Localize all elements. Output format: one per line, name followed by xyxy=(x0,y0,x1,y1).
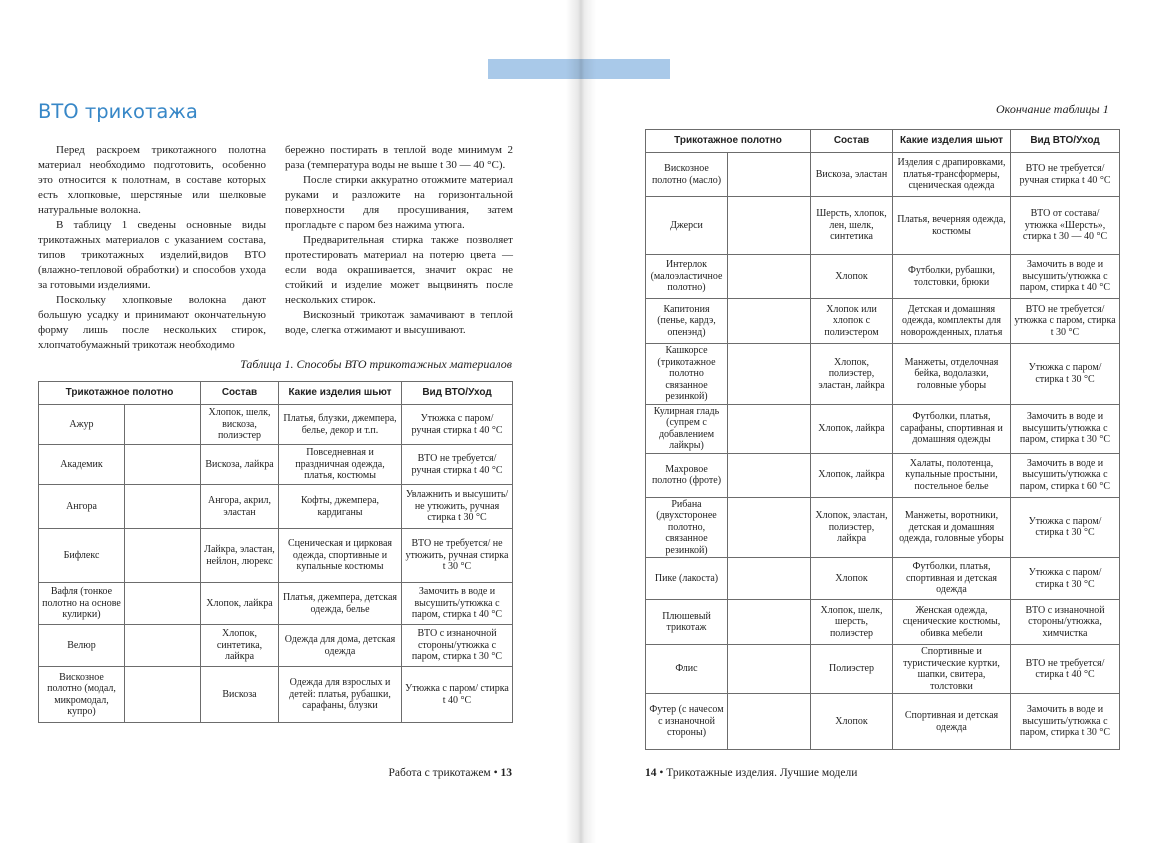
footer-separator: • xyxy=(656,767,667,779)
fabric-composition: Хлопок, шелк, шерсть, полиэстер xyxy=(811,600,893,645)
table-caption: Таблица 1. Способы ВТО трикотажных материалов xyxy=(240,357,512,371)
table-row xyxy=(646,344,1120,405)
fabric-name: Плюшевый трикотаж xyxy=(646,600,728,645)
fabric-products: Одежда для взрослых и детей: платья, рубашки, сарафаны, блузки xyxy=(279,667,402,723)
page-footer xyxy=(389,767,512,779)
fabric-care: ВТО не требуется/ стирка t 40 °С xyxy=(1011,645,1120,694)
fabric-swatch xyxy=(125,405,201,445)
text-column-1 xyxy=(38,143,266,353)
fabric-care: Замочить в воде и высушить/утюжка с паром, стирка t 60 °С xyxy=(1011,453,1120,497)
fabric-care: Замочить в воде и высушить/утюжка с паром, стирка t 40 °С xyxy=(1011,255,1120,299)
fabric-care: Увлажнить и высушить/не утюжить, ручная стирка t 30 °С xyxy=(402,485,513,529)
fabric-products: Женская одежда, сценические костюмы, обивка мебели xyxy=(893,600,1011,645)
table-row xyxy=(39,405,513,445)
fabric-name: Велюр xyxy=(39,625,125,667)
fabric-name: Ангора xyxy=(39,485,125,529)
fabric-composition: Хлопок, полиэстер, эластан, лайкра xyxy=(811,344,893,405)
fabric-products: Платья, блузки, джемпера, белье, декор и т.п. xyxy=(279,405,402,445)
fabric-swatch xyxy=(728,453,811,497)
fabric-swatch xyxy=(728,694,811,750)
fabric-products: Одежда для дома, детская одежда xyxy=(279,625,402,667)
fabric-products: Спортивная и детская одежда xyxy=(893,694,1011,750)
header-care: Вид ВТО/Уход xyxy=(402,382,513,405)
fabric-name: Пике (лакоста) xyxy=(646,558,728,600)
fabric-swatch xyxy=(125,625,201,667)
paragraph: Перед раскроем трикотажного полотна материал необходимо подготовить, особенно это относится к полотнам, в составе которых есть хлопковые, шерстяные или шелковые натуральные волокна. xyxy=(38,144,266,216)
left-page xyxy=(0,0,578,843)
fabric-products: Сценическая и цирковая одежда, спортивные и купальные костюмы xyxy=(279,529,402,583)
fabric-care: ВТО от состава/ утюжка «Шерсть», стирка t 30 — 40 °С xyxy=(1011,197,1120,255)
table-row xyxy=(39,667,513,723)
table-header-row xyxy=(39,382,513,405)
fabric-composition: Шерсть, хлопок, лен, шелк, синтетика xyxy=(811,197,893,255)
running-title: Работа с трикотажем xyxy=(388,767,491,779)
fabric-care: ВТО с изнаночной стороны/утюжка с паром, стирка t 30 °С xyxy=(402,625,513,667)
fabric-swatch xyxy=(728,558,811,600)
fabric-composition: Хлопок или хлопок с полиэстером xyxy=(811,299,893,344)
fabric-products: Манжеты, воротники, детская и домашняя одежда, головные уборы xyxy=(893,497,1011,558)
fabric-composition: Хлопок, синтетика, лайкра xyxy=(201,625,279,667)
fabric-products: Детская и домашняя одежда, комплекты для новорожденных, платья xyxy=(893,299,1011,344)
fabric-name: Рибана (двухсторонее полотно, связанное резинкой) xyxy=(646,497,728,558)
fabric-care: Утюжка с паром/ стирка t 30 °С xyxy=(1011,497,1120,558)
fabric-products: Манжеты, отделочная бейка, водолазки, головные уборы xyxy=(893,344,1011,405)
table-row xyxy=(646,255,1120,299)
fabric-care: Утюжка с паром/ стирка t 30 °С xyxy=(1011,344,1120,405)
table-row xyxy=(646,600,1120,645)
fabric-care: ВТО не требуется/ ручная стирка t 40 °С xyxy=(1011,153,1120,197)
fabric-name: Бифлекс xyxy=(39,529,125,583)
table-row xyxy=(39,625,513,667)
header-fabric: Трикотажное полотно xyxy=(646,130,811,153)
fabric-composition: Хлопок xyxy=(811,255,893,299)
fabric-products: Футболки, платья, сарафаны, спортивная и домашняя одежды xyxy=(893,404,1011,453)
header-care: Вид ВТО/Уход xyxy=(1011,130,1120,153)
fabric-care: Замочить в воде и высушить/утюжка с паром, стирка t 40 °С xyxy=(402,583,513,625)
fabric-composition: Вискоза xyxy=(201,667,279,723)
paragraph: Вискозный трикотаж замачивают в теплой воде, слегка отжимают и высушивают. xyxy=(285,309,513,336)
table-row xyxy=(646,299,1120,344)
running-title: Трикотажные изделия. Лучшие модели xyxy=(666,767,858,779)
fabric-care: ВТО не требуется/ утюжка с паром, стирка t 30 °С xyxy=(1011,299,1120,344)
fabric-composition: Хлопок xyxy=(811,558,893,600)
paragraph: бережно постирать в теплой воде минимум 2 раза (температура воды не выше t 30 — 40 °С). xyxy=(285,144,513,171)
page-number: 14 xyxy=(645,767,657,779)
fabric-name: Флис xyxy=(646,645,728,694)
fabric-name: Интерлок (малоэластичное полотно) xyxy=(646,255,728,299)
fabric-care: Утюжка с паром/ стирка t 30 °С xyxy=(1011,558,1120,600)
fabric-swatch xyxy=(125,485,201,529)
text-column-2 xyxy=(285,143,513,338)
fabric-care: Утюжка с паром/ стирка t 40 °С xyxy=(402,667,513,723)
vto-table-right xyxy=(645,129,1120,750)
fabric-name: Джерси xyxy=(646,197,728,255)
fabric-name: Кулирная гладь (супрем с добавлением лайкры) xyxy=(646,404,728,453)
header-composition: Состав xyxy=(201,382,279,405)
fabric-swatch xyxy=(728,197,811,255)
header-products: Какие изделия шьют xyxy=(279,382,402,405)
fabric-name: Футер (с начесом с изнаночной стороны) xyxy=(646,694,728,750)
paragraph: Поскольку хлопковые волокна дают большую усадку и принимают окончательную форму лишь после нескольких стирок, хлопчатобумажный трикотаж необходимо xyxy=(38,294,266,351)
fabric-products: Кофты, джемпера, кардиганы xyxy=(279,485,402,529)
fabric-composition: Вискоза, лайкра xyxy=(201,445,279,485)
table-row xyxy=(39,529,513,583)
fabric-composition: Ангора, акрил, эластан xyxy=(201,485,279,529)
fabric-swatch xyxy=(125,445,201,485)
fabric-composition: Хлопок, шелк, вискоза, полиэстер xyxy=(201,405,279,445)
header-fabric: Трикотажное полотно xyxy=(39,382,201,405)
fabric-swatch xyxy=(728,600,811,645)
section-title: ВТО трикотажа xyxy=(38,100,198,123)
fabric-care: ВТО не требуется/ ручная стирка t 40 °С xyxy=(402,445,513,485)
fabric-name: Вискозное полотно (масло) xyxy=(646,153,728,197)
fabric-composition: Хлопок, эластан, полиэстер, лайкра xyxy=(811,497,893,558)
table-row xyxy=(39,485,513,529)
fabric-care: Замочить в воде и высушить/утюжка с паром, стирка t 30 °С xyxy=(1011,404,1120,453)
fabric-care: ВТО не требуется/ не утюжить, ручная стирка t 30 °С xyxy=(402,529,513,583)
fabric-products: Футболки, платья, спортивная и детская одежда xyxy=(893,558,1011,600)
fabric-composition: Хлопок, лайкра xyxy=(811,404,893,453)
table-row xyxy=(39,445,513,485)
paragraph: После стирки аккуратно отожмите материал руками и разложите на горизонтальной поверхности для просушивания, затем прогладьте с паром без нажима утюга. xyxy=(285,174,513,231)
fabric-composition: Лайкра, эластан, нейлон, люрекс xyxy=(201,529,279,583)
table-row xyxy=(646,645,1120,694)
page-footer xyxy=(645,767,857,779)
table-row xyxy=(646,153,1120,197)
fabric-swatch xyxy=(125,529,201,583)
fabric-name: Махровое полотно (фроте) xyxy=(646,453,728,497)
table-continuation-caption: Окончание таблицы 1 xyxy=(996,102,1109,116)
fabric-swatch xyxy=(728,153,811,197)
table-row xyxy=(646,197,1120,255)
table-row xyxy=(646,404,1120,453)
table-row xyxy=(39,583,513,625)
fabric-care: ВТО с изнаночной стороны/утюжка, химчистка xyxy=(1011,600,1120,645)
fabric-swatch xyxy=(125,583,201,625)
paragraph: В таблицу 1 сведены основные виды трикотажных материалов с указанием состава, типов трикотажных изделий,видов ВТО (влажно-тепловой обработки) и способов ухода за готовыми изделиями. xyxy=(38,219,266,291)
fabric-products: Платья, вечерняя одежда, костюмы xyxy=(893,197,1011,255)
paragraph: Предварительная стирка также позволяет протестировать материал на потерю цвета — если вода окрашивается, значит окрас не стойкий и изделие может выцвинять после нескольких стирок. xyxy=(285,234,513,306)
fabric-care: Утюжка с паром/ ручная стирка t 40 °С xyxy=(402,405,513,445)
table-row xyxy=(646,558,1120,600)
fabric-name: Вафля (тонкое полотно на основе кулирки) xyxy=(39,583,125,625)
fabric-composition: Вискоза, эластан xyxy=(811,153,893,197)
fabric-name: Капитония (пенье, кардэ, опенэнд) xyxy=(646,299,728,344)
book-gutter-shadow xyxy=(566,0,596,843)
footer-separator: • xyxy=(490,767,501,779)
table-row xyxy=(646,453,1120,497)
fabric-name: Кашкорсе (трикотажное полотно связанное резинкой) xyxy=(646,344,728,405)
fabric-swatch xyxy=(125,667,201,723)
fabric-name: Академик xyxy=(39,445,125,485)
table-header-row xyxy=(646,130,1120,153)
fabric-swatch xyxy=(728,497,811,558)
page-number: 13 xyxy=(500,767,512,779)
fabric-products: Футболки, рубашки, толстовки, брюки xyxy=(893,255,1011,299)
fabric-products: Спортивные и туристические куртки, шапки, свитера, толстовки xyxy=(893,645,1011,694)
fabric-composition: Полиэстер xyxy=(811,645,893,694)
fabric-care: Замочить в воде и высушить/утюжка с паром, стирка t 30 °С xyxy=(1011,694,1120,750)
fabric-products: Платья, джемпера, детская одежда, белье xyxy=(279,583,402,625)
fabric-swatch xyxy=(728,299,811,344)
fabric-swatch xyxy=(728,645,811,694)
table-row xyxy=(646,497,1120,558)
header-products: Какие изделия шьют xyxy=(893,130,1011,153)
table-row xyxy=(646,694,1120,750)
fabric-swatch xyxy=(728,404,811,453)
fabric-products: Изделия с драпировками, платья-трансформеры, сценическая одежда xyxy=(893,153,1011,197)
fabric-composition: Хлопок, лайкра xyxy=(811,453,893,497)
fabric-composition: Хлопок, лайкра xyxy=(201,583,279,625)
fabric-composition: Хлопок xyxy=(811,694,893,750)
fabric-name: Ажур xyxy=(39,405,125,445)
fabric-swatch xyxy=(728,344,811,405)
fabric-name: Вискозное полотно (модал, микромодал, купро) xyxy=(39,667,125,723)
fabric-products: Халаты, полотенца, купальные простыни, постельное белье xyxy=(893,453,1011,497)
header-composition: Состав xyxy=(811,130,893,153)
fabric-products: Повседневная и праздничная одежда, платья, костюмы xyxy=(279,445,402,485)
fabric-swatch xyxy=(728,255,811,299)
right-page xyxy=(581,0,1159,843)
vto-table-left xyxy=(38,381,513,723)
